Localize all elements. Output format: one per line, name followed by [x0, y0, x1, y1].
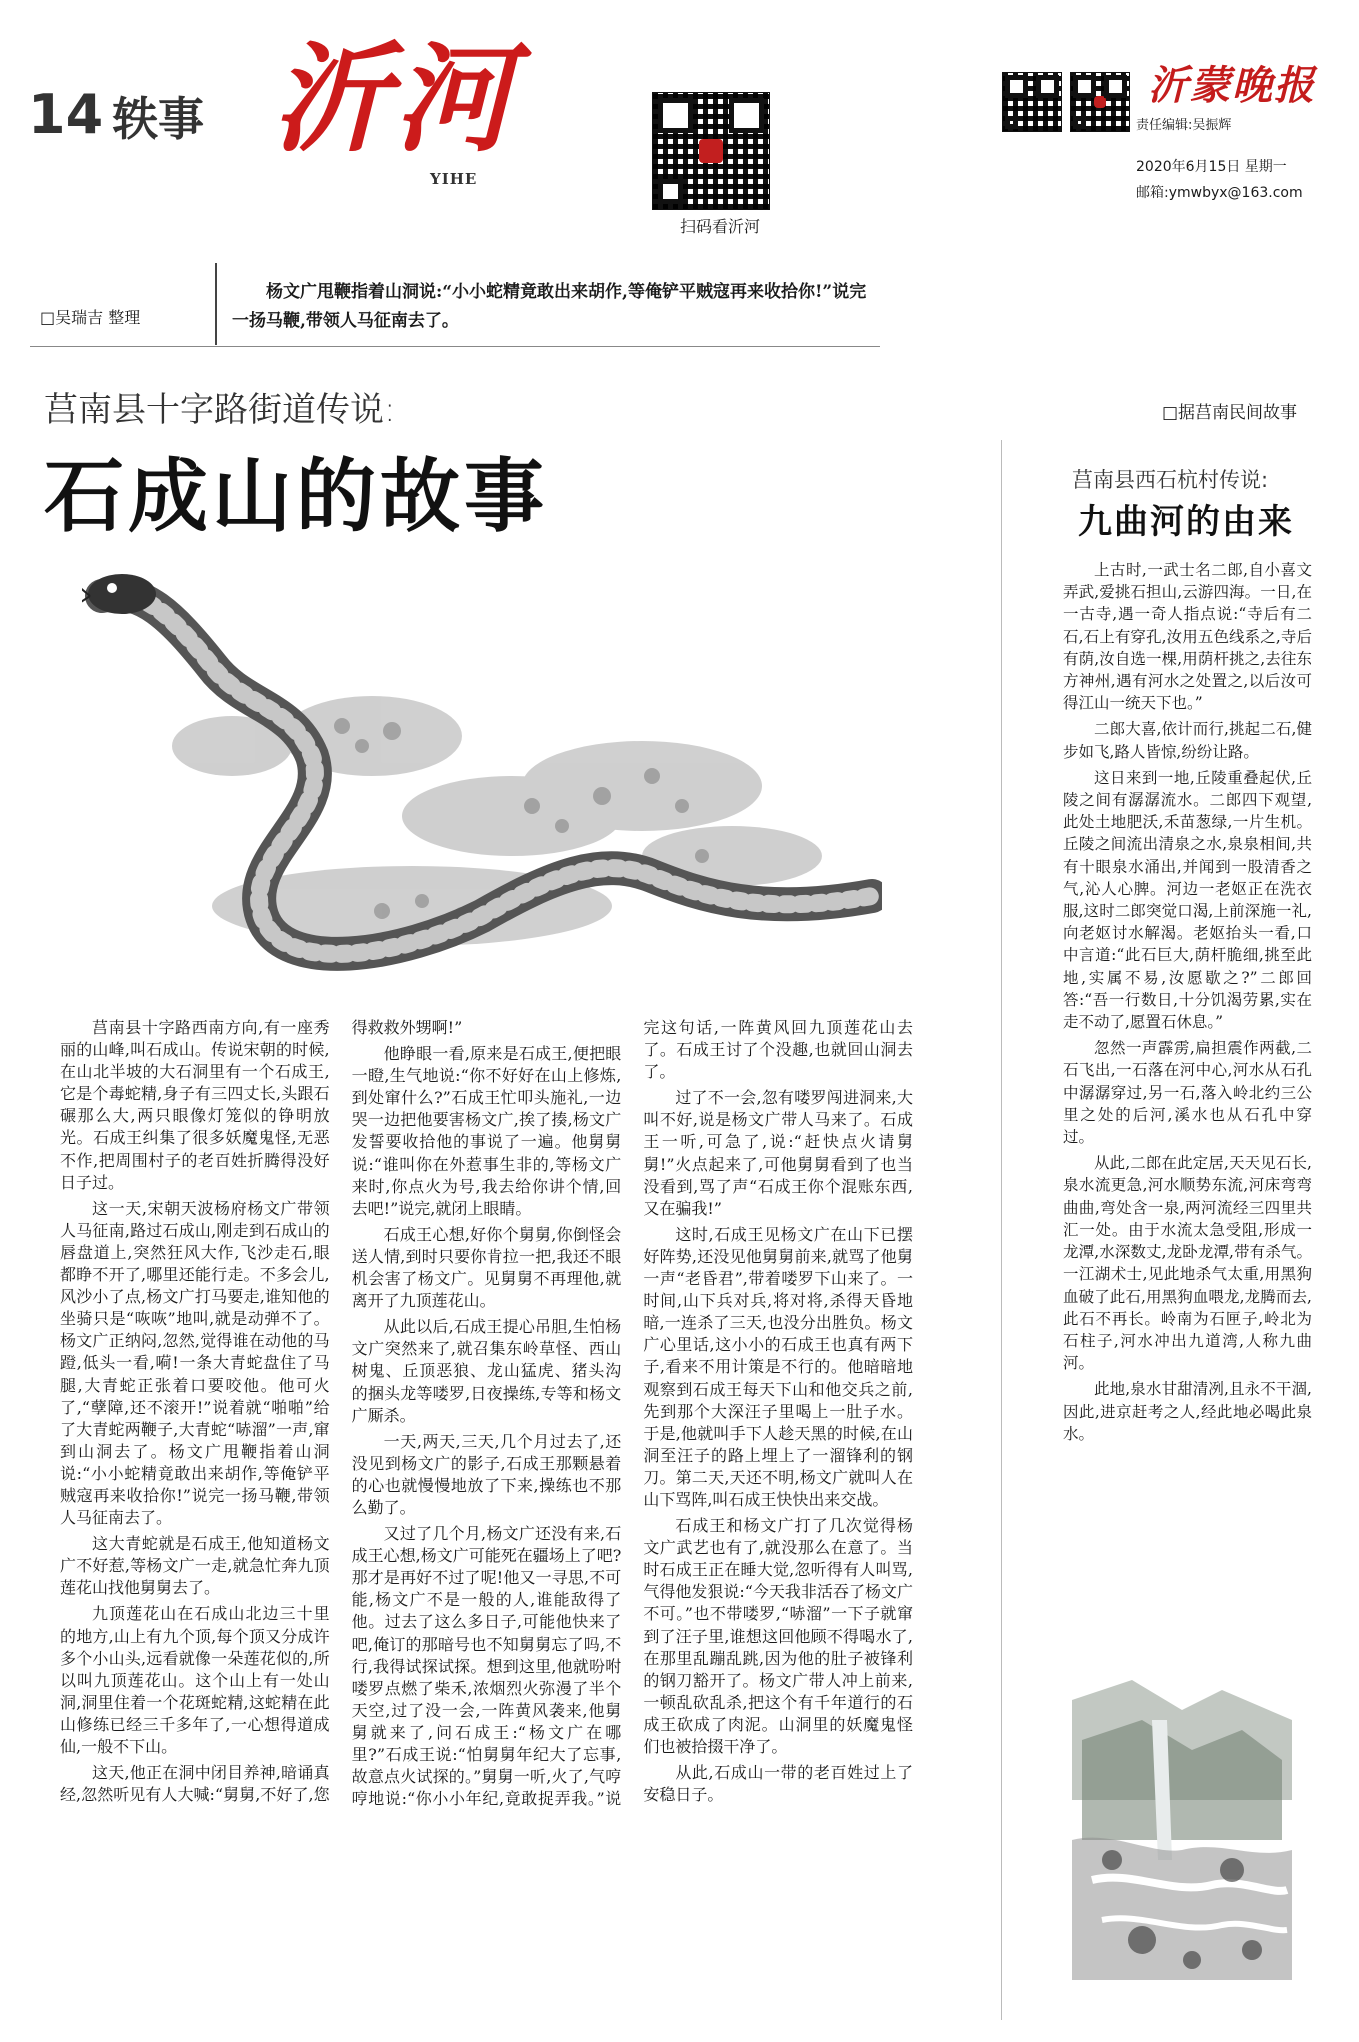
- page-number: 14: [28, 83, 104, 146]
- sidebar-paragraph: 这日来到一地,丘陵重叠起伏,丘陵之间有潺潺流水。二郎四下观望,此处土地肥沃,禾苗葱绿,一片生机。丘陵之间流出清泉之水,泉泉相间,共有十眼泉水涌出,并闻到一股清香之气,沁人心脾。河边一老妪正在洗衣服,这时二郎突觉口渴,上前深施一礼,向老妪讨水解渴。老妪抬头一看,口中言道:“此石巨大,荫杆脆细,挑至此地,实属不易,汝愿歇之?”二郎回答:“吾一行数日,十分饥渴劳累,实在走不动了,愿置石休息。”: [1063, 768, 1312, 1032]
- article-paragraph: 从此,石成山一带的老百姓过上了安稳日子。: [643, 1763, 913, 1805]
- article-paragraph: 从此以后,石成王提心吊胆,生怕杨文广突然来了,就召集东岭草怪、西山树鬼、丘顶恶狼、龙山猛虎、猪头沟的捆头龙等喽罗,日夜操练,专等和杨文广厮杀。: [351, 1317, 622, 1425]
- landscape-illustration: [1072, 1680, 1292, 1980]
- article-subtitle: 莒南县十字路街道传说:: [44, 390, 396, 430]
- divider: [1001, 440, 1002, 2020]
- sidebar-paragraph: 从此,二郎在此定居,天天见石长,泉水流更急,河水顺势东流,河床弯弯曲曲,弯处含一泉,两河流经三四里共汇一处。由于水流太急受阻,形成一龙潭,水深数丈,龙卧龙潭,带有杀气。一江湖术士,见此地杀气太重,用黑狗血破了此石,用黑狗血喂龙,龙腾而去,此石不再长。岭南为石匣子,岭北为石柱子,河水冲出九道湾,人称九曲河。: [1063, 1154, 1312, 1373]
- contact-email: 邮箱:ymwbyx@163.com: [1136, 185, 1303, 201]
- sidebar-title: 九曲河的由来: [1078, 502, 1294, 542]
- compiler-credit: □吴瑞吉 整理: [40, 308, 141, 327]
- qr-code-icon[interactable]: [652, 92, 770, 210]
- article-paragraph: 石成王心想,好你个舅舅,你倒怪会送人情,到时只要你肯拉一把,我还不眼机会害了杨文广。见舅舅不再理他,就离开了九顶莲花山。: [351, 1224, 622, 1311]
- qr-code-icon[interactable]: [1070, 72, 1130, 132]
- sidebar-subtitle: 莒南县西石杭村传说:: [1072, 468, 1269, 492]
- article-paragraph: 莒南县十字路西南方向,有一座秀丽的山峰,叫石成山。传说宋朝的时候,在山北半坡的大石洞里有一个石成王,它是个毒蛇精,身子有三四丈长,头跟石碾那么大,两只眼像灯笼似的铮明放光。石成王纠集了很多妖魔鬼怪,无恶不作,把周围村子的老百姓折腾得没好日子过。: [60, 1018, 330, 1192]
- section-name: 轶事: [112, 92, 204, 146]
- article-paragraph: 这一天,宋朝天波杨府杨文广带领人马征南,路过石成山,刚走到石成山的唇盘道上,突然狂风大作,飞沙走石,眼都睁不开了,哪里还能行走。不多会儿,风沙小了点,杨文广打马要走,谁知他的坐骑只是“咴咴”地叫,就是动弹不了。杨文广正纳闷,忽然,觉得谁在动他的马蹬,低头一看,嗬!一条大青蛇盘住了马腿,大青蛇正张着口要咬他。他可火了,“孽障,还不滚开!”说着就“啪啪”给了大青蛇两鞭子,大青蛇“哧溜”一声,窜到山洞去了。杨文广甩鞭指着山洞说:“小小蛇精竟敢出来胡作,等俺铲平贼寇再来收拾你!”说完一扬马鞭,带领人马征南去了。: [60, 1198, 330, 1528]
- pull-quote: 杨文广甩鞭指着山洞说:“小小蛇精竟敢出来胡作,等俺铲平贼寇再来收拾你!”说完一扬马鞭,带领人马征南去了。: [232, 282, 867, 331]
- article-paragraph: 过了不一会,忽有喽罗闯进洞来,大叫不好,说是杨文广带人马来了。石成王一听,可急了,说:“赶快点火请舅舅!”火点起来了,可他舅舅看到了也当没看到,骂了声“石成王你个混账东西,又在骗我!”: [643, 1088, 913, 1218]
- editor-credit: 责任编辑:吴振辉: [1136, 118, 1232, 133]
- divider: [30, 346, 880, 347]
- sidebar-paragraph: 二郎大喜,依计而行,挑起二石,健步如飞,路人皆惊,纷纷让路。: [1063, 720, 1312, 761]
- article-paragraph: 这天,他正在洞中闭目养神,暗诵真经,忽然听见有人大喊:“舅舅,不好了,您得救救外甥啊!”: [60, 1018, 463, 1805]
- sidebar-body: [1063, 559, 1312, 1449]
- masthead-subtitle: YIHE: [430, 170, 478, 188]
- issue-date: 2020年6月15日 星期一: [1136, 159, 1287, 175]
- article-paragraph: 这时,石成王见杨文广在山下已摆好阵势,还没见他舅舅前来,就骂了他舅一声“老昏君”,带着喽罗下山来了。一时间,山下兵对兵,将对将,杀得天昏地暗,一连杀了三天,也没分出胜负。杨文广心里话,这小小的石成王也真有两下子,看来不用计策是不行的。他暗暗地观察到石成王每天下山和他交兵之前,先到那个大深汪子里喝上一肚子水。于是,他就叫手下人趁天黑的时候,在山洞至汪子的路上埋上了一溜锋利的钢刀。第二天,天还不明,杨文广就叫人在山下骂阵,叫石成王快快出来交战。: [643, 1224, 913, 1509]
- article-paragraph: 一天,两天,三天,几个月过去了,还没见到杨文广的影子,石成王那颗悬着的心也就慢慢地放了下来,操练也不那么勤了。: [351, 1431, 622, 1517]
- article-paragraph: 石成王和杨文广打了几次觉得杨文广武艺也有了,就没那么在意了。当时石成王正在睡大觉,忽听得有人叫骂,气得他发狠说:“今天我非活吞了杨文广不可。”也不带喽罗,“哧溜”一下子就窜到了汪子里,谁想这回他顾不得喝水了,在那里乱蹦乱跳,因为他的肚子被锋利的钢刀豁开了。杨文广带人冲上前来,一顿乱砍乱杀,把这个有千年道行的石成王砍成了肉泥。山洞里的妖魔鬼怪们也被拾掇干净了。: [643, 1516, 913, 1756]
- article-paragraph: 这大青蛇就是石成王,他知道杨文广不好惹,等杨文广一走,就急忙奔九顶莲花山找他舅舅去了。: [60, 1534, 330, 1598]
- sidebar-paragraph: 忽然一声霹雳,扁担震作两截,二石飞出,一石落在河中心,河水从石孔中潺潺穿过,另一石,落入岭北约三公里之处的后河,溪水也从石孔中穿过。: [1063, 1039, 1312, 1147]
- article-paragraph: 又过了几个月,杨文广还没有来,石成王心想,杨文广可能死在疆场上了吧?那才是再好不过了呢!他又一寻思,不可能,杨文广不是一般的人,谁能敌得了他。过去了这么多日子,可能他快来了吧,俺订的那暗号也不知舅舅忘了吗,不行,我得试探试探。想到这里,他就吩咐喽罗点燃了柴禾,浓烟烈火弥漫了半个天空,过了没一会,一阵黄风袭来,他舅舅就来了,问石成王:“杨文广在哪里?”石成王说:“怕舅舅年纪大了忘事,故意点火试探的。”舅舅一听,火了,气哼哼地说:“你小小年纪,竟敢捉弄我。”说完这句话,一阵黄风回九顶莲花山去了。石成王讨了个没趣,也就回山洞去了。: [351, 1018, 913, 1809]
- masthead-title: 沂河: [272, 29, 517, 168]
- article-paragraph: 他睁眼一看,原来是石成王,便把眼一瞪,生气地说:“你不好好在山上修炼,到处窜什么?”石成王忙叩头施礼,一边哭一边把他要害杨文广,挨了揍,杨文广发誓要收拾他的事说了一遍。他舅舅说:“谁叫你在外惹事生非的,等杨文广来时,你点火为号,我去给你讲个情,回去吧!”说完,就闭上眼睛。: [351, 1044, 622, 1218]
- divider: [215, 263, 217, 345]
- article-body: [60, 1017, 913, 2002]
- snake-illustration: [82, 556, 882, 996]
- article-title: 石成山的故事: [44, 449, 548, 543]
- qr-code-icon[interactable]: [1002, 72, 1062, 132]
- sidebar-paragraph: 此地,泉水甘甜清冽,且永不干涸,因此,进京赶考之人,经此地必喝此泉水。: [1063, 1380, 1312, 1443]
- qr-caption: 扫码看沂河: [679, 217, 760, 236]
- source-note: □据莒南民间故事: [1162, 403, 1298, 423]
- paper-logo: 沂蒙晚报: [1148, 62, 1316, 109]
- article-paragraph: 九顶莲花山在石成山北边三十里的地方,山上有九个顶,每个顶又分成许多个小山头,远看就像一朵莲花似的,所以叫九顶莲花山。这个山上有一处山洞,洞里住着一个花斑蛇精,这蛇精在此山修练已经三千多年了,一心想得道成仙,一般不下山。: [60, 1604, 330, 1756]
- sidebar-paragraph: 上古时,一武士名二郎,自小喜文弄武,爱挑石担山,云游四海。一日,在一古寺,遇一奇人指点说:“寺后有二石,石上有穿孔,汝用五色线系之,寺后有荫,汝自选一棵,用荫杆挑之,去往东方神州,遇有河水之处置之,以后汝可得江山一统天下也。”: [1063, 561, 1312, 713]
